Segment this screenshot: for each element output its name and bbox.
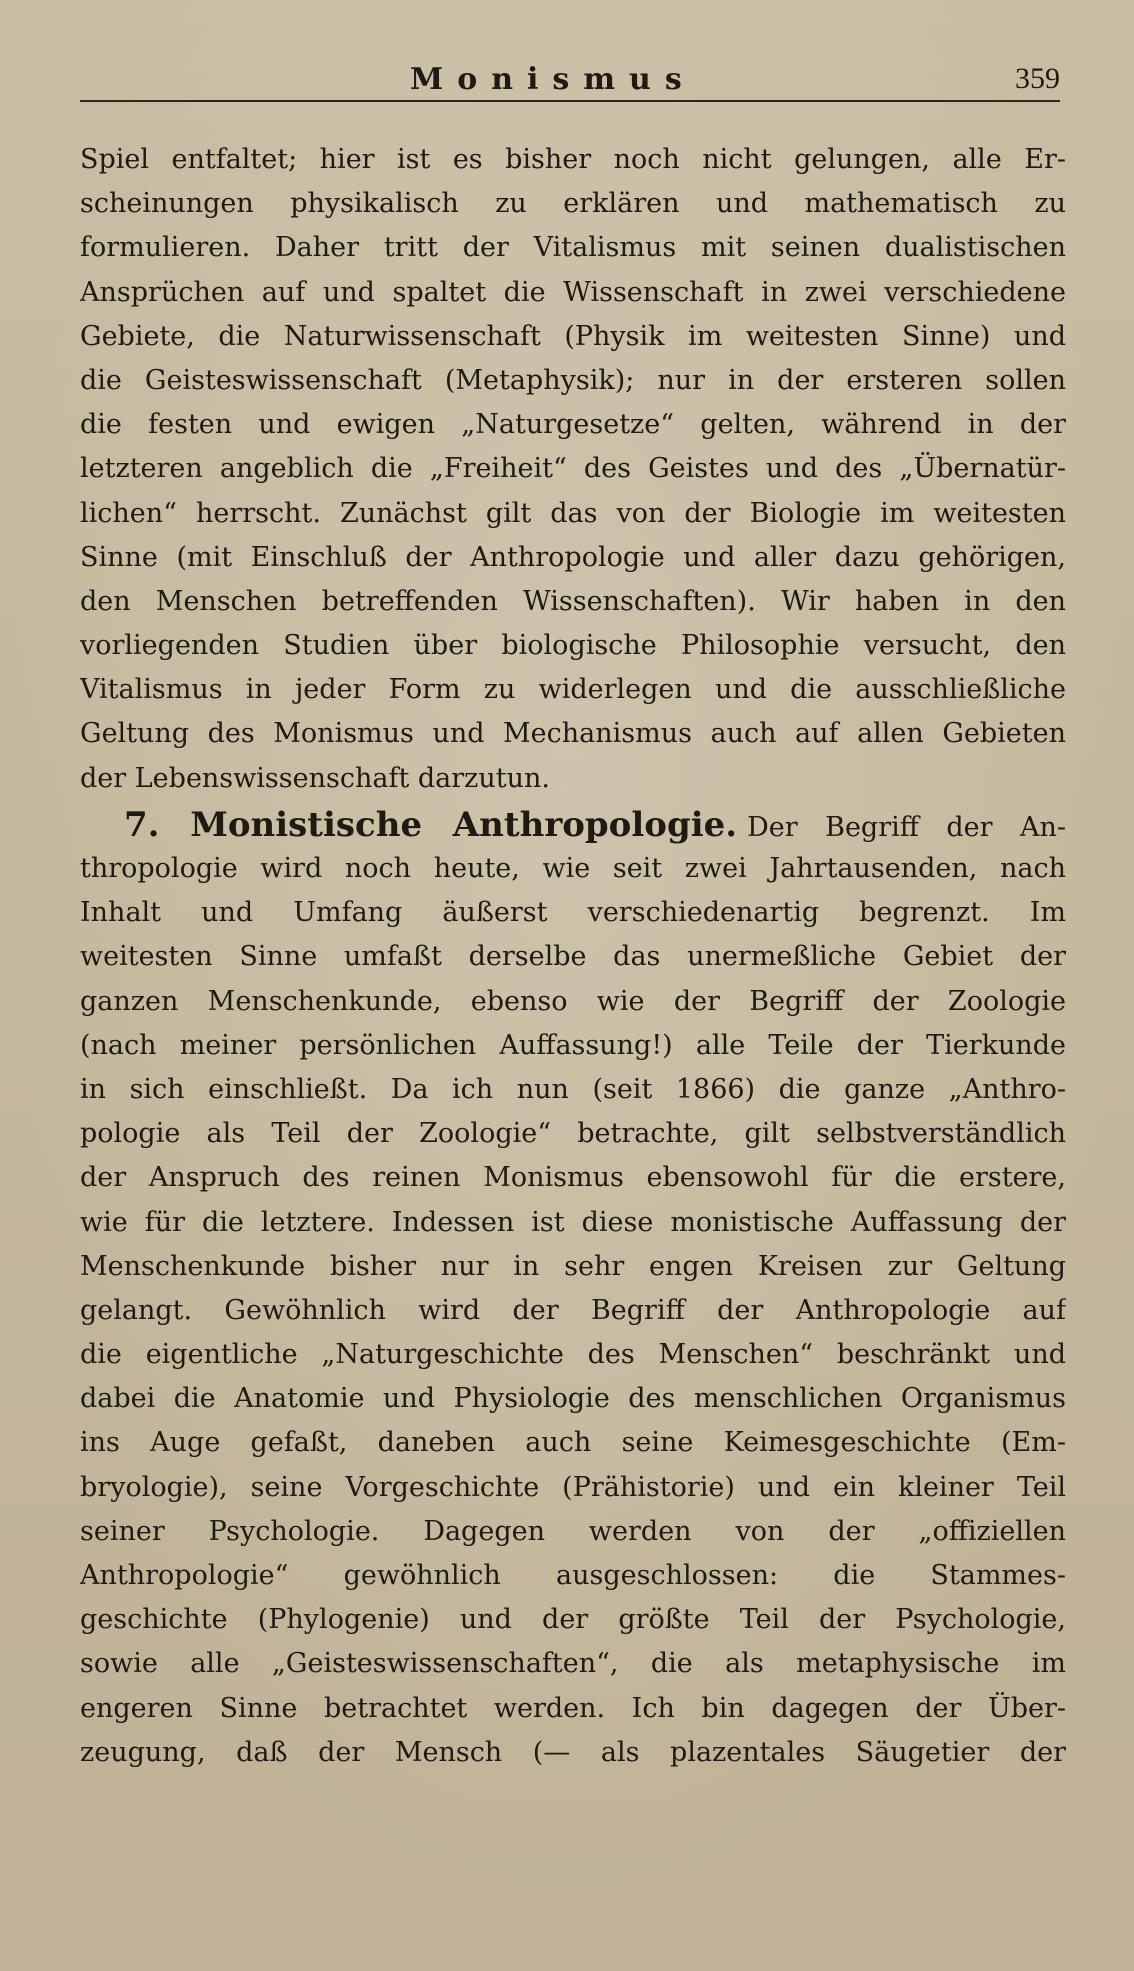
- text-line: weitesten Sinne umfaßt derselbe das unermeßliche Gebiet der: [80, 941, 1066, 973]
- running-title: Monismus: [410, 62, 696, 97]
- text-line: vorliegenden Studien über biologische Philosophie versucht, den: [80, 630, 1066, 662]
- text-line: (nach meiner persönlichen Auffassung!) alle Teile der Tierkunde: [80, 1029, 1066, 1061]
- text-line: bryologie), seine Vorgeschichte (Prähistorie) und ein kleiner Teil: [80, 1471, 1066, 1503]
- text-line: Gebiete, die Naturwissenschaft (Physik im weitesten Sinne) und: [80, 320, 1066, 352]
- text-line: in sich einschließt. Da ich nun (seit 1866) die ganze „Anthro-: [80, 1073, 1066, 1105]
- text-line: die Geisteswissenschaft (Metaphysik); nur in der ersteren sollen: [80, 364, 1066, 396]
- text-line: wie für die letztere. Indessen ist diese monistische Auffassung der: [80, 1206, 1066, 1238]
- text-line: Inhalt und Umfang äußerst verschiedenartig begrenzt. Im: [80, 897, 1066, 929]
- text-line: engeren Sinne betrachtet werden. Ich bin dagegen der Über-: [80, 1692, 1066, 1724]
- text-line: lichen“ herrscht. Zunächst gilt das von der Biologie im weitesten: [80, 497, 1066, 529]
- section-first-line: [80, 803, 1066, 847]
- text-line: sowie alle „Geisteswissenschaften“, die als metaphysische im: [80, 1648, 1066, 1680]
- section-first-line-text: Der Begriff der An-: [747, 811, 1066, 843]
- text-line: ganzen Menschenkunde, ebenso wie der Begriff der Zoologie: [80, 985, 1066, 1017]
- running-head: [80, 58, 1060, 102]
- text-line: ins Auge gefaßt, daneben auch seine Keimesgeschichte (Em-: [80, 1427, 1066, 1459]
- text-line: die eigentliche „Naturgeschichte des Menschen“ beschränkt und: [80, 1339, 1066, 1371]
- text-line: der Lebenswissenschaft darzutun.: [80, 762, 550, 794]
- section-heading: 7. Monistische Anthropologie.: [124, 804, 738, 845]
- text-line: geschichte (Phylogenie) und der größte Teil der Psychologie,: [80, 1604, 1066, 1636]
- text-line: Sinne (mit Einschluß der Anthropologie und aller dazu gehörigen,: [80, 541, 1066, 573]
- text-line: dabei die Anatomie und Physiologie des menschlichen Organismus: [80, 1383, 1066, 1415]
- text-line: pologie als Teil der Zoologie“ betrachte, gilt selbstverständlich: [80, 1118, 1066, 1150]
- text-line: Ansprüchen auf und spaltet die Wissenschaft in zwei verschiedene: [80, 276, 1066, 308]
- header-rule: [80, 100, 1060, 102]
- text-line: scheinungen physikalisch zu erklären und mathematisch zu: [80, 188, 1066, 220]
- body-text: [80, 138, 1066, 1775]
- text-line: letzteren angeblich die „Freiheit“ des Geistes und des „Übernatür-: [80, 453, 1066, 485]
- text-line: der Anspruch des reinen Monismus ebensowohl für die erstere,: [80, 1162, 1066, 1194]
- text-line: seiner Psychologie. Dagegen werden von der „offiziellen: [80, 1515, 1066, 1547]
- text-line: die festen und ewigen „Naturgesetze“ gelten, während in der: [80, 409, 1066, 441]
- text-line: Geltung des Monismus und Mechanismus auch auf allen Gebieten: [80, 718, 1066, 750]
- text-line: Menschenkunde bisher nur in sehr engen Kreisen zur Geltung: [80, 1250, 1066, 1282]
- text-line: Anthropologie“ gewöhnlich ausgeschlossen: die Stammes-: [80, 1560, 1066, 1591]
- text-line: gelangt. Gewöhnlich wird der Begriff der Anthropologie auf: [80, 1294, 1066, 1326]
- page-number: 359: [1015, 62, 1060, 95]
- text-line: thropologie wird noch heute, wie seit zwei Jahrtausenden, nach: [80, 853, 1066, 884]
- text-line: Vitalismus in jeder Form zu widerlegen und die ausschließliche: [80, 674, 1066, 706]
- text-line: formulieren. Daher tritt der Vitalismus mit seinen dualistischen: [80, 232, 1066, 264]
- text-line: zeugung, daß der Mensch (— als plazentales Säugetier der: [80, 1736, 1066, 1768]
- text-line: Spiel entfaltet; hier ist es bisher noch nicht gelungen, alle Er-: [80, 144, 1066, 175]
- text-line: den Menschen betreffenden Wissenschaften). Wir haben in den: [80, 585, 1066, 617]
